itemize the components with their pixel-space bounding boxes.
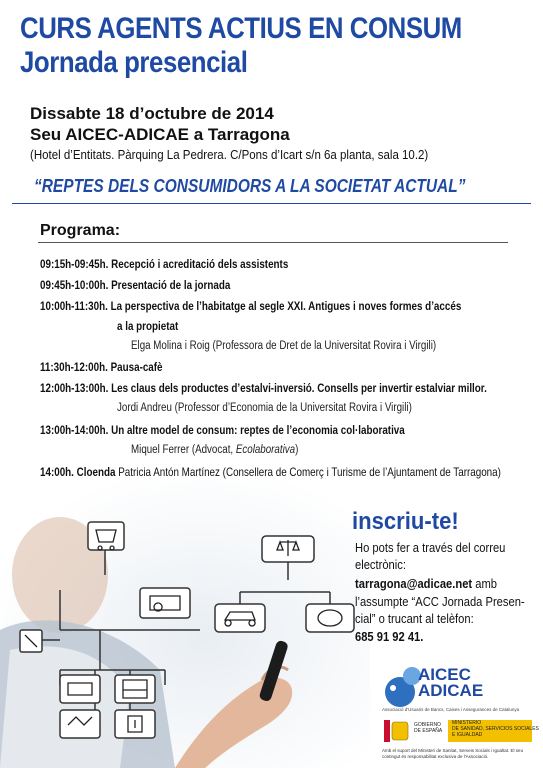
illustration-flowchart <box>0 480 370 768</box>
logo-text <box>418 667 483 699</box>
session-type-title: Jornada presencial <box>20 46 248 79</box>
register-instructions-1: Ho pots fer a través del correu <box>355 540 506 555</box>
register-email-suffix: amb <box>472 576 498 591</box>
program-time: 13:00h-14:00h. <box>40 423 109 437</box>
program-text: La perspectiva de l’habitatge al segle XXI. Antigues i noves formes d’accés <box>110 299 462 313</box>
program-speaker-org: Ecolaborativa <box>235 444 296 456</box>
program-speaker: Elga Molina i Roig (Professora de Dret de la Universitat Rovira i Virgili) <box>131 340 437 352</box>
program-speaker: Jordi Andreu (Professor d’Economia de la Universitat Rovira i Virgili) <box>117 402 412 414</box>
program-title: Programa: <box>40 222 121 239</box>
program-speaker-name: Miquel Ferrer (Advocat, <box>131 444 236 456</box>
event-address: (Hotel d’Entitats. Pàrquing La Pedrera. C/Pons d’Icart s/n 6a planta, sala 10.2) <box>30 148 429 162</box>
event-venue: Seu AICEC-ADICAE a Tarragona <box>30 125 290 144</box>
program-item <box>40 465 501 479</box>
program-item <box>40 299 461 313</box>
register-instructions-2: electrònic: <box>355 557 406 572</box>
program-item <box>40 360 163 374</box>
logo-line-adicae: ADICAE <box>418 681 484 700</box>
program-text-continued: a la propietat <box>117 319 179 333</box>
government-name: GOBIERNO DE ESPAÑA <box>414 722 443 734</box>
program-time: 11:30h-12:00h. <box>40 360 108 374</box>
register-email[interactable]: tarragona@adicae.net <box>355 576 473 591</box>
register-title: inscriu-te! <box>352 508 459 535</box>
program-item <box>40 257 288 271</box>
program-time: 09:45h-10:00h. <box>40 278 109 292</box>
course-title: CURS AGENTS ACTIUS EN CONSUM <box>20 12 462 45</box>
program-time: 12:00h-13:00h. <box>40 381 109 395</box>
logo-line-aicec: AICEC <box>418 665 471 684</box>
support-note: Amb el suport del Ministeri de Sanitat, Serveis Socials i Igualtat. El seu contingut és responsabilitat exclusiva de l'Associació. <box>382 748 524 759</box>
register-email-line <box>355 576 497 591</box>
program-time: 14:00h. <box>40 465 74 479</box>
program-speaker-close: ) <box>295 444 299 456</box>
program-underline <box>38 242 508 243</box>
program-item <box>40 423 405 437</box>
program-text: Un altre model de consum: reptes de l’economia col·laborativa <box>111 423 405 437</box>
ministry-name: MINISTERIO DE SANIDAD, SERVICIOS SOCIALES E IGUALDAD <box>452 720 539 738</box>
program-time: 10:00h-11:30h. <box>40 299 108 313</box>
event-date: Dissabte 18 d’octubre de 2014 <box>30 104 274 123</box>
program-item-continued <box>117 319 178 333</box>
program-time: 09:15h-09:45h. <box>40 257 109 271</box>
program-item <box>40 278 230 292</box>
program-text: Pausa-cafè <box>110 360 163 374</box>
program-speaker: Patricia Antón Martínez (Consellera de Comerç i Turisme de l’Ajuntament de Tarragona) <box>118 465 501 479</box>
register-phone[interactable]: 685 91 92 41. <box>355 629 424 644</box>
register-instructions-4: cial” o trucant al telèfon: <box>355 611 474 626</box>
program-text: Les claus dels productes d’estalvi-inversió. Consells per invertir estalviar millor. <box>111 381 487 395</box>
program-text: Presentació de la jornada <box>111 278 231 292</box>
logo-subtitle: Associació d'Usuaris de Bancs, Caixes i Assegurances de Catalunya <box>382 707 520 712</box>
program-text: Recepció i acreditació dels assistents <box>111 257 289 271</box>
program-item <box>40 381 487 395</box>
register-instructions-3: l’assumpte “ACC Jornada Presen- <box>355 594 525 609</box>
divider <box>12 203 531 204</box>
event-slogan: “REPTES DELS CONSUMIDORS A LA SOCIETAT ACTUAL” <box>34 176 466 196</box>
program-text: Cloenda <box>76 465 116 479</box>
program-speaker <box>131 444 298 456</box>
